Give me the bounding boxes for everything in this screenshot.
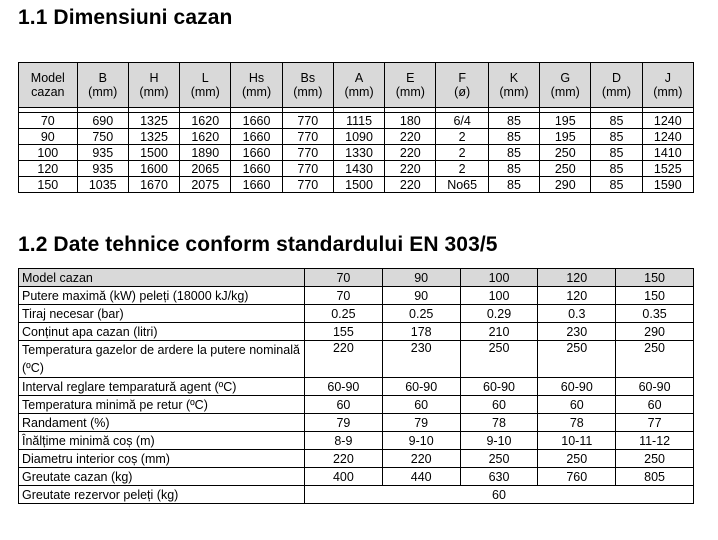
table-cell: 770	[282, 129, 333, 145]
table-row	[19, 161, 694, 177]
table-cell: 770	[282, 177, 333, 193]
table-cell: 690	[77, 113, 128, 129]
column-header	[385, 63, 436, 108]
table-cell: 60	[460, 396, 538, 414]
table-cell: 120	[19, 161, 78, 177]
row-label: Diametru interior coș (mm)	[19, 450, 305, 468]
header-unit: (mm)	[653, 85, 683, 99]
table-cell: 60	[616, 396, 694, 414]
table-cell: 60-90	[382, 378, 460, 396]
table-cell: 150	[616, 287, 694, 305]
table-cell: 250	[538, 341, 616, 378]
column-header: 120	[538, 269, 616, 287]
dimensions-table	[18, 62, 694, 193]
table-cell: 85	[591, 161, 642, 177]
table-cell: 1670	[128, 177, 179, 193]
table-cell: 180	[385, 113, 436, 129]
table-cell: 90	[382, 287, 460, 305]
column-header	[591, 63, 642, 108]
column-header	[436, 63, 488, 108]
column-header: 70	[305, 269, 383, 287]
table-cell: 2	[436, 145, 488, 161]
header-label: L	[201, 71, 209, 85]
table-cell: 750	[77, 129, 128, 145]
column-header	[77, 63, 128, 108]
column-header	[128, 63, 179, 108]
table-cell: 85	[591, 129, 642, 145]
column-header: 90	[382, 269, 460, 287]
section-title-technical-data: 1.2 Date tehnice conform standardului EN 303/5	[18, 233, 498, 256]
header-unit: (mm)	[601, 85, 632, 99]
header-unit: (mm)	[395, 85, 425, 99]
table-cell: 85	[488, 177, 539, 193]
table-cell: 220	[305, 450, 383, 468]
table-cell: 1600	[128, 161, 179, 177]
table-cell: 60	[382, 396, 460, 414]
header-label: J	[664, 71, 671, 85]
table-header-row	[19, 269, 694, 287]
table-cell: 85	[488, 145, 539, 161]
table-row	[19, 378, 694, 396]
table-cell: 1660	[231, 161, 282, 177]
table-cell: 0.25	[305, 305, 383, 323]
header-unit: (mm)	[293, 85, 323, 99]
table-cell: 2	[436, 161, 488, 177]
table-row	[19, 323, 694, 341]
table-cell: 0.25	[382, 305, 460, 323]
table-cell: 935	[77, 145, 128, 161]
table-row	[19, 396, 694, 414]
header-unit: (mm)	[550, 85, 580, 99]
table-cell: 250	[460, 450, 538, 468]
table-cell: 230	[538, 323, 616, 341]
table-row	[19, 432, 694, 450]
table-cell: 290	[540, 177, 591, 193]
table-cell: 770	[282, 161, 333, 177]
column-header	[282, 63, 333, 108]
header-label: H	[149, 71, 159, 85]
header-unit: (ø)	[454, 85, 471, 99]
table-cell: 440	[382, 468, 460, 486]
table-cell: 2	[436, 129, 488, 145]
column-header	[19, 63, 78, 108]
table-cell: 85	[488, 129, 539, 145]
row-label: Conținut apa cazan (litri)	[19, 323, 305, 341]
table-cell: 2065	[180, 161, 231, 177]
table-cell: 250	[540, 161, 591, 177]
table-row	[19, 287, 694, 305]
table-cell: 290	[616, 323, 694, 341]
table-cell: 70	[305, 287, 383, 305]
table-cell: 79	[305, 414, 383, 432]
table-cell: 78	[538, 414, 616, 432]
table-cell: 1325	[128, 113, 179, 129]
row-label: Interval reglare temparatură agent (ºC)	[19, 378, 305, 396]
table-cell: 1240	[642, 129, 693, 145]
table-cell: 100	[19, 145, 78, 161]
table-cell: 77	[616, 414, 694, 432]
table-cell: 1330	[333, 145, 384, 161]
table-cell: 1500	[333, 177, 384, 193]
table-cell: 60-90	[616, 378, 694, 396]
table-row	[19, 468, 694, 486]
table-cell: 150	[19, 177, 78, 193]
table-cell: 220	[385, 145, 436, 161]
header-unit: (mm)	[344, 85, 374, 99]
table-cell: 85	[591, 113, 642, 129]
column-header	[540, 63, 591, 108]
table-row	[19, 486, 694, 504]
table-cell: 60-90	[538, 378, 616, 396]
table-cell: 1590	[642, 177, 693, 193]
table-cell: 6/4	[436, 113, 488, 129]
column-header	[333, 63, 384, 108]
table-cell: 220	[385, 161, 436, 177]
table-row	[19, 341, 694, 378]
row-label: Greutate rezervor peleți (kg)	[19, 486, 305, 504]
table-cell: 90	[19, 129, 78, 145]
table-cell: 85	[591, 145, 642, 161]
table-cell: 195	[540, 129, 591, 145]
table-cell: 805	[616, 468, 694, 486]
table-cell: 250	[538, 450, 616, 468]
table-cell: 630	[460, 468, 538, 486]
table-cell: 1890	[180, 145, 231, 161]
table-cell: 60	[538, 396, 616, 414]
table-cell: 1090	[333, 129, 384, 145]
table-cell: 9-10	[382, 432, 460, 450]
table-cell: 60	[305, 396, 383, 414]
table-cell: 85	[591, 177, 642, 193]
table-cell: 220	[305, 341, 383, 378]
table-cell: 1620	[180, 129, 231, 145]
row-label: Înălțime minimă coș (m)	[19, 432, 305, 450]
table-cell: 250	[616, 450, 694, 468]
column-header	[642, 63, 693, 108]
header-label: E	[406, 71, 415, 85]
row-label: Tiraj necesar (bar)	[19, 305, 305, 323]
table-cell: 11-12	[616, 432, 694, 450]
table-cell: 400	[305, 468, 383, 486]
header-label: K	[509, 71, 519, 85]
table-cell: 250	[460, 341, 538, 378]
table-row	[19, 129, 694, 145]
table-cell: 1430	[333, 161, 384, 177]
table-row	[19, 414, 694, 432]
column-header: 150	[616, 269, 694, 287]
table-cell: 770	[282, 145, 333, 161]
table-cell: 1115	[333, 113, 384, 129]
table-cell: 1660	[231, 145, 282, 161]
table-cell: 0.3	[538, 305, 616, 323]
table-cell: 79	[382, 414, 460, 432]
row-label: Greutate cazan (kg)	[19, 468, 305, 486]
header-unit: cazan	[31, 85, 65, 99]
table-cell: 60-90	[305, 378, 383, 396]
table-row	[19, 145, 694, 161]
table-row	[19, 450, 694, 468]
table-cell: 0.35	[616, 305, 694, 323]
table-cell: 85	[488, 113, 539, 129]
header-label: D	[611, 71, 622, 85]
table-cell: 1035	[77, 177, 128, 193]
header-label: B	[98, 71, 107, 85]
column-header	[488, 63, 539, 108]
table-header-row	[19, 63, 694, 108]
header-label: Bs	[300, 71, 316, 85]
table-cell: 9-10	[460, 432, 538, 450]
table-cell: 935	[77, 161, 128, 177]
table-cell: 100	[460, 287, 538, 305]
table-cell: 1325	[128, 129, 179, 145]
table-cell: 250	[616, 341, 694, 378]
row-label: Temperatura minimă pe retur (ºC)	[19, 396, 305, 414]
section-title-dimensions: 1.1 Dimensiuni cazan	[18, 6, 233, 29]
table-cell: 85	[488, 161, 539, 177]
header-label: Hs	[248, 71, 265, 85]
table-cell: 0.29	[460, 305, 538, 323]
table-cell: 60-90	[460, 378, 538, 396]
table-cell: 195	[540, 113, 591, 129]
header-label: F	[458, 71, 466, 85]
table-cell: 250	[540, 145, 591, 161]
table-cell: 10-11	[538, 432, 616, 450]
table-row	[19, 113, 694, 129]
header-label: Model	[30, 71, 65, 85]
table-cell: 220	[382, 450, 460, 468]
column-header	[180, 63, 231, 108]
table-cell: 155	[305, 323, 383, 341]
header-label: G	[560, 71, 571, 85]
table-cell: 220	[385, 129, 436, 145]
table-row	[19, 305, 694, 323]
table-cell: 1500	[128, 145, 179, 161]
header-unit: (mm)	[499, 85, 529, 99]
table-cell: 1240	[642, 113, 693, 129]
row-label: Model cazan	[19, 269, 305, 287]
table-cell: 1660	[231, 177, 282, 193]
table-cell: 60	[305, 486, 694, 504]
header-label: A	[354, 71, 364, 85]
table-cell: 770	[282, 113, 333, 129]
column-header	[231, 63, 282, 108]
table-cell: 1410	[642, 145, 693, 161]
table-cell: 760	[538, 468, 616, 486]
table-row	[19, 177, 694, 193]
table-cell: No65	[436, 177, 488, 193]
table-cell: 178	[382, 323, 460, 341]
row-label: Putere maximă (kW) peleți (18000 kJ/kg)	[19, 287, 305, 305]
table-cell: 78	[460, 414, 538, 432]
row-label: Temperatura gazelor de ardere la putere nominală (ºC)	[19, 341, 305, 378]
table-cell: 2075	[180, 177, 231, 193]
table-cell: 70	[19, 113, 78, 129]
header-unit: (mm)	[190, 85, 220, 99]
row-label: Randament (%)	[19, 414, 305, 432]
table-cell: 230	[382, 341, 460, 378]
header-unit: (mm)	[139, 85, 169, 99]
table-cell: 220	[385, 177, 436, 193]
table-cell: 210	[460, 323, 538, 341]
table-cell: 1620	[180, 113, 231, 129]
table-cell: 1660	[231, 129, 282, 145]
technical-data-table	[18, 268, 694, 504]
table-cell: 8-9	[305, 432, 383, 450]
table-cell: 120	[538, 287, 616, 305]
header-unit: (mm)	[241, 85, 272, 99]
column-header: 100	[460, 269, 538, 287]
table-cell: 1525	[642, 161, 693, 177]
header-unit: (mm)	[88, 85, 118, 99]
table-cell: 1660	[231, 113, 282, 129]
